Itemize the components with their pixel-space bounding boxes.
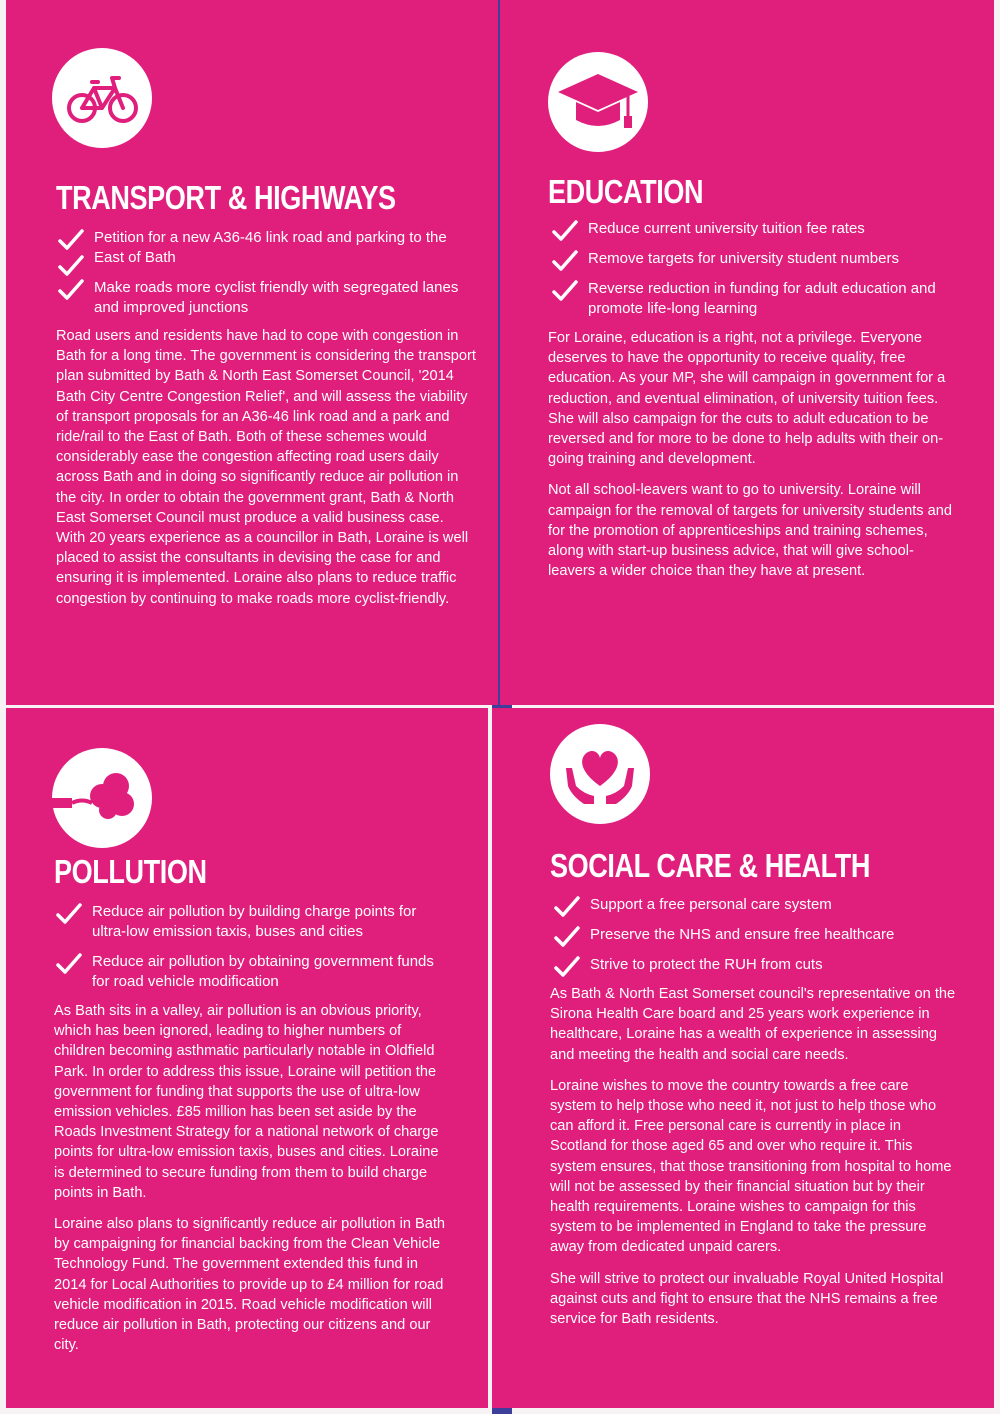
body-text bbox=[56, 326, 476, 620]
heart-in-hands-icon bbox=[550, 724, 650, 824]
paragraph: Loraine wishes to move the country towards a free care system to help those who need it, not just to help those who can afford it. Free personal care is currently in place in Scotland for those aged 65 and over who require it. This system ensures, that those transitioning from hospital to home will not be assessed by their financial situation but by their health requirements. Loraine wishes to campaign for this system to be implemented in England to take the pressure away from dedicated unpaid carers. bbox=[550, 1077, 952, 1256]
pledge-list bbox=[56, 228, 466, 318]
pledge-text: Preserve the NHS and ensure free healthcare bbox=[590, 926, 895, 943]
section-title: TRANSPORT & HIGHWAYS bbox=[56, 179, 396, 216]
section-title: SOCIAL CARE & HEALTH bbox=[550, 847, 871, 884]
pledge-text: Petition for a new A36-46 link road and parking to the East of Bath bbox=[94, 229, 447, 266]
pledge-item bbox=[56, 228, 466, 268]
pledge-list bbox=[550, 219, 970, 319]
pledge-item bbox=[552, 955, 962, 975]
body-text bbox=[550, 984, 956, 1340]
paragraph: She will strive to protect our invaluable Royal United Hospital against cuts and fight to ensure that the NHS remains a free service for Bath residents. bbox=[550, 1270, 944, 1328]
checkmark-icon bbox=[552, 280, 578, 302]
checkmark-icon bbox=[552, 220, 578, 242]
checkmark-icon bbox=[552, 250, 578, 272]
pledge-item bbox=[54, 902, 454, 942]
paragraph: As Bath & North East Somerset council's representative on the Sirona Health Care board and 25 years work experience in healthcare, Loraine has a wealth of experience in assessing and meeting the health and social care needs. bbox=[550, 986, 956, 1063]
paragraph: Road users and residents have had to cope with congestion in Bath for a long time. The government is considering the transport plan submitted by Bath & North East Somerset Council, '2014 Bath City Centre Congestion Relief', and will assess the viability of transport proposals for an A36-46 link road and a park and ride/rail to the East of Bath. Both of these schemes would considerably ease the congestion affecting road users daily across Bath and in doing so significantly reduce air pollution in the city. In order to obtain the government grant, Bath & North East Somerset Council must produce a valid business case. With 20 years experience as a councillor in Bath, Loraine is well placed to assist the consultants in devising the case for and ensuring it is implemented. Loraine also plans to reduce traffic congestion by continuing to make roads more cyclist-friendly. bbox=[56, 328, 476, 607]
bicycle-icon bbox=[52, 48, 152, 148]
paragraph: As Bath sits in a valley, air pollution is an obvious priority, which has been ignored, leading to higher numbers of children becoming asthmatic particularly notable in Oldfield Park. In order to address this issue, Loraine will petition the government for funding that supports the use of ultra-low emission vehicles. £85 million has been set aside by the Roads Investment Strategy for a national network of charge points for ultra-low emission taxis, buses and cities. Loraine is determined to secure funding from them to build charge points in Bath. bbox=[54, 1003, 439, 1201]
pledge-text: Remove targets for university student numbers bbox=[588, 250, 899, 267]
pledge-text: Reduce air pollution by obtaining government funds for road vehicle modification bbox=[92, 953, 434, 990]
pledge-text: Reduce current university tuition fee rates bbox=[588, 220, 865, 237]
pledge-text: Make roads more cyclist friendly with segregated lanes and improved junctions bbox=[94, 279, 459, 316]
checkmark-icon bbox=[554, 956, 580, 978]
checkmark-icon bbox=[56, 953, 82, 975]
checkmark-icon bbox=[554, 926, 580, 948]
pledge-item bbox=[550, 279, 970, 319]
section-title: EDUCATION bbox=[548, 173, 704, 210]
pledge-text: Support a free personal care system bbox=[590, 896, 832, 913]
pledge-text: Strive to protect the RUH from cuts bbox=[590, 956, 823, 973]
paragraph: For Loraine, education is a right, not a privilege. Everyone deserves to have the opportunity to receive quality, free education. As your MP, she will campaign in government for a reduction, and eventual elimination, of university tuition fees. She will also campaign for the cuts to adult education to be reversed and for more to be done to help adults with their on-going training and development. bbox=[548, 330, 946, 468]
pollution-section bbox=[6, 708, 488, 1408]
pledge-item bbox=[550, 249, 970, 269]
pledge-item bbox=[56, 278, 466, 318]
pledge-text: Reverse reduction in funding for adult education and promote life-long learning bbox=[588, 280, 936, 317]
pledge-item bbox=[550, 219, 970, 239]
paragraph: Not all school-leavers want to go to university. Loraine will campaign for the removal of targets for university students and for the promotion of apprenticeships and training schemes, along with start-up business advice, that will give school-leavers a wider choice than they have at present. bbox=[548, 482, 952, 580]
body-text bbox=[548, 328, 956, 592]
checkmark-icon bbox=[58, 255, 84, 277]
checkmark-icon bbox=[58, 279, 84, 301]
pledge-text: Reduce air pollution by building charge points for ultra-low emission taxis, buses and cities bbox=[92, 903, 417, 940]
section-title: POLLUTION bbox=[54, 853, 207, 890]
checkmark-icon bbox=[554, 896, 580, 918]
transport-section bbox=[6, 0, 498, 705]
exhaust-smoke-icon bbox=[52, 748, 152, 848]
pledge-list bbox=[552, 895, 962, 975]
graduation-cap-icon bbox=[548, 52, 648, 152]
checkmark-icon bbox=[56, 903, 82, 925]
pledge-list bbox=[54, 902, 454, 992]
pledge-item bbox=[552, 925, 962, 945]
body-text bbox=[54, 1001, 450, 1366]
pledge-item bbox=[552, 895, 962, 915]
paragraph: Loraine also plans to significantly reduce air pollution in Bath by campaigning for financial backing from the Clean Vehicle Technology Fund. The government extended this fund in 2014 for Local Authorities to provide up to £4 million for road vehicle modification in 2015. Road vehicle modification will reduce air pollution in Bath, protecting our citizens and our city. bbox=[54, 1216, 446, 1354]
checkmark-icon bbox=[58, 229, 84, 251]
pledge-item bbox=[54, 952, 454, 992]
education-section bbox=[500, 0, 994, 705]
social-care-health-section bbox=[492, 708, 994, 1408]
